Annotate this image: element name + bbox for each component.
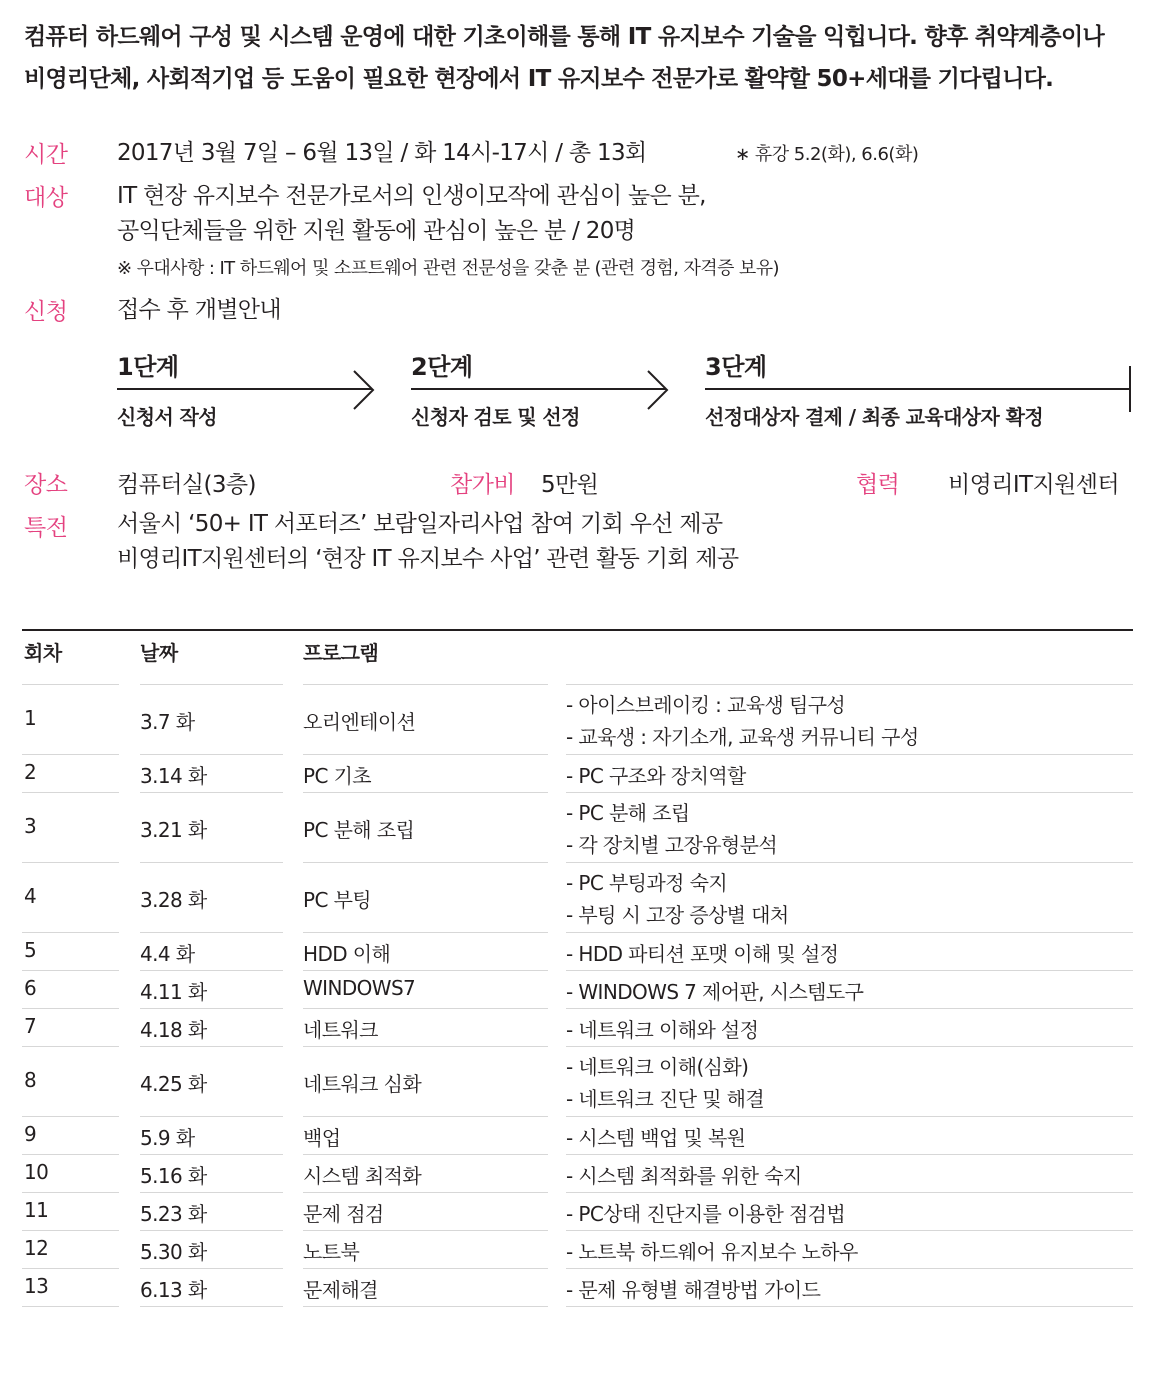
row-number: 4 [24,884,37,908]
intro-line-1: 컴퓨터 하드웨어 구성 및 시스템 운영에 대한 기초이해를 통해 IT 유지보수 기술을 익힙니다. 향후 취약계층이나 [24,24,1104,50]
row-program: WINDOWS7 [303,976,416,1000]
row-divider [566,1268,1133,1269]
row-program: 시스템 최적화 [303,1164,422,1188]
row-detail: - HDD 파티션 포맷 이해 및 설정 [566,942,839,966]
benefit-line-1: 서울시 ‘50+ IT 서포터즈’ 보람일자리사업 참여 기회 우선 제공 [117,511,723,537]
row-number: 10 [24,1160,49,1184]
row-divider [22,1154,119,1155]
row-divider [22,754,119,755]
benefit-line-2: 비영리IT지원센터의 ‘현장 IT 유지보수 사업’ 관련 활동 기회 제공 [117,546,739,572]
row-number: 8 [24,1068,37,1092]
row-date: 3.21 화 [140,818,207,842]
time-value: 2017년 3월 7일 – 6월 13일 / 화 14시-17시 / 총 13회 [117,140,647,166]
intro-line-2: 비영리단체, 사회적기업 등 도움이 필요한 현장에서 IT 유지보수 전문가로 활약할 50+세대를 기다립니다. [24,66,1054,92]
row-divider [566,1230,1133,1231]
row-divider [303,754,548,755]
arrow-right-icon [352,369,376,411]
apply-label: 신청 [24,299,68,325]
step-2-title: 2단계 [411,353,473,381]
row-divider [140,1046,283,1047]
step-1-line [117,388,372,390]
header-no: 회차 [24,641,62,665]
row-divider [566,792,1133,793]
row-date: 3.7 화 [140,710,195,734]
row-divider [140,1116,283,1117]
row-detail: - 시스템 최적화를 위한 숙지 [566,1164,802,1188]
row-divider [22,932,119,933]
row-detail: - 각 장치별 고장유형분석 [566,833,778,857]
target-label: 대상 [24,185,68,211]
time-note: ∗ 휴강 5.2(화), 6.6(화) [735,144,919,165]
row-divider [22,792,119,793]
row-divider [140,792,283,793]
row-number: 13 [24,1274,49,1298]
row-divider [22,1306,119,1307]
row-divider [22,1192,119,1193]
row-divider [566,684,1133,685]
row-detail: - 부팅 시 고장 증상별 대처 [566,903,789,927]
target-preference: ※ 우대사항 : IT 하드웨어 및 소프트웨어 관련 전문성을 갖춘 분 (관련 경험, 자격증 보유) [117,258,779,279]
row-divider [303,684,548,685]
row-divider [303,1046,548,1047]
row-date: 4.4 화 [140,942,195,966]
step-1-desc: 신청서 작성 [117,405,217,429]
row-detail: - WINDOWS 7 제어판, 시스템도구 [566,980,864,1004]
header-date: 날짜 [140,641,178,665]
row-divider [140,684,283,685]
fee-value: 5만원 [541,472,599,498]
time-label: 시간 [24,142,68,168]
row-divider [566,1008,1133,1009]
step-3-title: 3단계 [705,353,767,381]
row-date: 5.9 화 [140,1126,195,1150]
place-label: 장소 [24,472,68,498]
row-divider [140,1268,283,1269]
row-date: 5.23 화 [140,1202,207,1226]
row-divider [566,1192,1133,1193]
row-divider [303,1154,548,1155]
row-divider [22,1046,119,1047]
step-2-desc: 신청자 검토 및 선정 [411,405,580,429]
benefit-label: 특전 [24,515,68,541]
row-divider [303,792,548,793]
header-program: 프로그램 [303,641,379,665]
step-3-desc: 선정대상자 결제 / 최종 교육대상자 확정 [705,405,1044,429]
row-number: 6 [24,976,37,1000]
row-date: 4.18 화 [140,1018,207,1042]
row-date: 3.28 화 [140,888,207,912]
fee-label: 참가비 [450,472,515,498]
row-divider [303,970,548,971]
row-detail: - 네트워크 진단 및 해결 [566,1087,765,1111]
row-detail: - 시스템 백업 및 복원 [566,1126,746,1150]
row-number: 1 [24,706,37,730]
row-divider [566,932,1133,933]
row-divider [22,684,119,685]
row-divider [22,1230,119,1231]
row-date: 5.16 화 [140,1164,207,1188]
row-detail: - PC상태 진단지를 이용한 점검법 [566,1202,846,1226]
row-program: 문제해결 [303,1278,378,1302]
row-program: 오리엔테이션 [303,710,416,734]
row-divider [303,1306,548,1307]
row-detail: - 네트워크 이해(심화) [566,1055,749,1079]
row-divider [303,1268,548,1269]
row-divider [303,1192,548,1193]
row-number: 12 [24,1236,49,1260]
row-date: 4.25 화 [140,1072,207,1096]
row-detail: - PC 부팅과정 숙지 [566,871,728,895]
row-detail: - PC 분해 조립 [566,801,690,825]
coop-label: 협력 [856,472,900,498]
row-detail: - PC 구조와 장치역할 [566,764,746,788]
row-program: HDD 이해 [303,942,391,966]
place-value: 컴퓨터실(3층) [117,472,256,498]
coop-value: 비영리IT지원센터 [948,472,1119,498]
row-divider [140,970,283,971]
apply-value: 접수 후 개별안내 [117,297,281,323]
row-detail: - 아이스브레이킹 : 교육생 팀구성 [566,693,846,717]
intro-paragraph [24,16,1149,100]
row-divider [140,1192,283,1193]
row-divider [140,862,283,863]
row-divider [303,1008,548,1009]
row-detail: - 문제 유형별 해결방법 가이드 [566,1278,821,1302]
row-divider [22,1008,119,1009]
row-date: 3.14 화 [140,764,207,788]
row-divider [140,1230,283,1231]
row-program: 백업 [303,1126,341,1150]
row-program: 네트워크 [303,1018,378,1042]
row-divider [303,1230,548,1231]
row-divider [566,1116,1133,1117]
row-number: 9 [24,1122,37,1146]
step-1-title: 1단계 [117,353,179,381]
step-3-line [705,388,1130,390]
row-date: 5.30 화 [140,1240,207,1264]
row-divider [566,1046,1133,1047]
row-date: 4.11 화 [140,980,207,1004]
row-divider [140,1008,283,1009]
row-divider [566,1306,1133,1307]
target-line-2: 공익단체들을 위한 지원 활동에 관심이 높은 분 / 20명 [117,218,636,244]
row-divider [566,862,1133,863]
step-end-bar [1129,366,1131,412]
row-number: 5 [24,938,37,962]
row-program: PC 분해 조립 [303,818,415,842]
row-program: 노트북 [303,1240,360,1264]
row-divider [22,862,119,863]
arrow-right-icon [646,369,670,411]
row-number: 2 [24,760,37,784]
row-divider [303,932,548,933]
row-date: 6.13 화 [140,1278,207,1302]
row-detail: - 교육생 : 자기소개, 교육생 커뮤니티 구성 [566,725,919,749]
row-detail: - 노트북 하드웨어 유지보수 노하우 [566,1240,858,1264]
row-divider [22,1116,119,1117]
row-divider [566,970,1133,971]
row-number: 7 [24,1014,37,1038]
row-divider [22,1268,119,1269]
row-number: 11 [24,1198,49,1222]
row-divider [566,754,1133,755]
row-program: 네트워크 심화 [303,1072,422,1096]
row-divider [303,862,548,863]
step-2-line [411,388,666,390]
row-divider [140,754,283,755]
table-top-rule [22,629,1133,631]
row-divider [140,1154,283,1155]
target-line-1: IT 현장 유지보수 전문가로서의 인생이모작에 관심이 높은 분, [117,183,706,209]
row-detail: - 네트워크 이해와 설정 [566,1018,759,1042]
row-program: PC 기초 [303,764,372,788]
row-divider [140,932,283,933]
row-divider [22,970,119,971]
row-number: 3 [24,814,37,838]
row-divider [140,1306,283,1307]
row-program: PC 부팅 [303,888,372,912]
row-divider [566,1154,1133,1155]
row-program: 문제 점검 [303,1202,384,1226]
row-divider [303,1116,548,1117]
